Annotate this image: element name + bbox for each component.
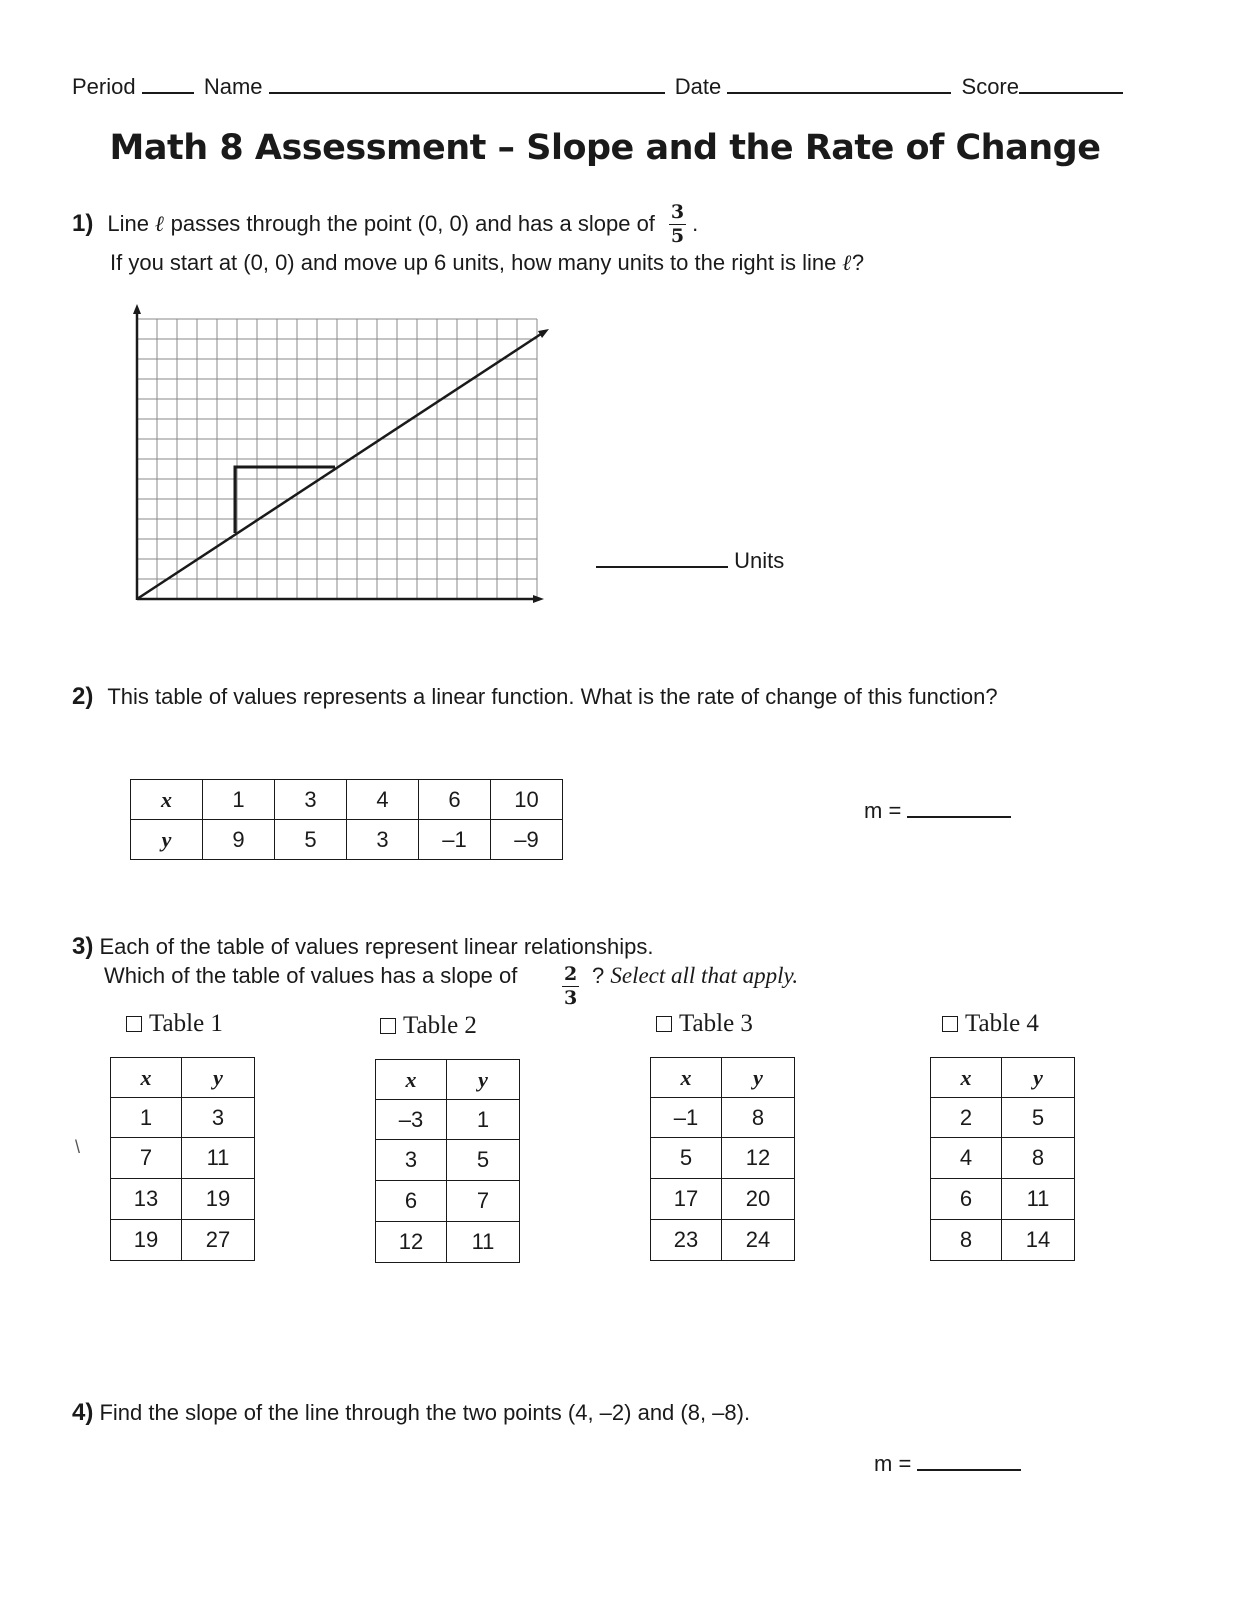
q4-number: 4): [72, 1399, 94, 1426]
table-1-label: Table 1: [149, 1010, 223, 1037]
table-2-header: [376, 1060, 520, 1100]
table-4-y-head: y: [1002, 1058, 1075, 1098]
score-label: Score: [961, 74, 1019, 99]
period-label: Period: [72, 74, 136, 99]
table-2-cell: –3: [376, 1100, 447, 1140]
line-l-arrowhead: [538, 329, 549, 338]
q3-text1: Each of the table of values represent linear relationships.: [99, 934, 654, 959]
q3-slope-denominator: 3: [564, 987, 578, 1009]
table-2: [375, 1059, 520, 1263]
stray-mark: \: [75, 1137, 81, 1157]
q2-text: This table of values represents a linear function. What is the rate of change of this function?: [107, 684, 998, 709]
table-1-option[interactable]: [126, 1010, 223, 1038]
q1-line2-symbol: ℓ: [842, 250, 852, 276]
q2-x-label: x: [131, 780, 203, 820]
q2-x-cell: 10: [491, 780, 563, 820]
table-1: [110, 1057, 255, 1261]
q1-line2-end: ?: [851, 250, 865, 275]
q2-y-cell: 3: [347, 820, 419, 860]
table-3-cell: 8: [722, 1098, 795, 1138]
score-field[interactable]: [1019, 72, 1123, 94]
q2-answer: [864, 796, 1011, 824]
q2-x-cell: 1: [203, 780, 275, 820]
q1-answer-field[interactable]: [596, 546, 728, 568]
q3-slope-numerator: 2: [564, 963, 578, 985]
q3-line1: [72, 934, 653, 960]
q2-y-cell: 9: [203, 820, 275, 860]
name-field[interactable]: [269, 72, 665, 94]
table-3-label: Table 3: [679, 1010, 753, 1037]
table-2-label: Table 2: [403, 1012, 477, 1039]
table-2-cell: 1: [447, 1100, 520, 1140]
table-4-cell: 8: [931, 1220, 1002, 1261]
table-4-cell: 8: [1002, 1138, 1075, 1179]
table-2-cell: 11: [447, 1222, 520, 1263]
table-row: [651, 1138, 795, 1179]
table-row: [111, 1179, 255, 1220]
table-row: [651, 1098, 795, 1138]
table-1-checkbox[interactable]: [126, 1016, 142, 1032]
q3-text2: Which of the table of values has a slope of: [104, 963, 518, 988]
table-1-cell: 27: [182, 1220, 255, 1261]
table-1-cell: 19: [182, 1179, 255, 1220]
q1-answer: [596, 546, 784, 574]
table-4-header: [931, 1058, 1075, 1098]
q1-slope-fraction: [669, 200, 686, 247]
table-3-cell: 12: [722, 1138, 795, 1179]
table-2-cell: 5: [447, 1140, 520, 1181]
q4-prompt: [72, 1400, 750, 1426]
table-row: [376, 1140, 520, 1181]
table-2-option[interactable]: [380, 1012, 477, 1040]
slope-triangle: [235, 467, 335, 533]
table-3-option[interactable]: [656, 1010, 753, 1038]
table-4-cell: 5: [1002, 1098, 1075, 1138]
q1-text-a: Line: [107, 211, 149, 236]
table-3-cell: –1: [651, 1098, 722, 1138]
table-row: [931, 1138, 1075, 1179]
table-1-cell: 11: [182, 1138, 255, 1179]
table-3-cell: 24: [722, 1220, 795, 1261]
period-field[interactable]: [142, 72, 194, 94]
table-2-checkbox[interactable]: [380, 1018, 396, 1034]
q2-x-cell: 6: [419, 780, 491, 820]
table-2-cell: 3: [376, 1140, 447, 1181]
q2-y-label: y: [131, 820, 203, 860]
q3-line2-end: [592, 963, 798, 989]
q2-y-cell: 5: [275, 820, 347, 860]
q2-y-row: [131, 820, 563, 860]
table-3-cell: 20: [722, 1179, 795, 1220]
table-3: [650, 1057, 795, 1261]
table-4-label: Table 4: [965, 1010, 1039, 1037]
q2-x-cell: 3: [275, 780, 347, 820]
q1-graph: [120, 300, 560, 610]
table-3-header: [651, 1058, 795, 1098]
table-1-cell: 3: [182, 1098, 255, 1138]
table-1-cell: 1: [111, 1098, 182, 1138]
table-4-x-head: x: [931, 1058, 1002, 1098]
table-row: [111, 1098, 255, 1138]
table-4-cell: 2: [931, 1098, 1002, 1138]
table-1-header: [111, 1058, 255, 1098]
table-row: [651, 1179, 795, 1220]
table-4-cell: 14: [1002, 1220, 1075, 1261]
q2-answer-label: m =: [864, 798, 902, 823]
q4-answer: [874, 1449, 1021, 1477]
date-label: Date: [674, 74, 722, 99]
q1-line2-text: If you start at (0, 0) and move up 6 units, how many units to the right is line: [110, 250, 837, 275]
q1-line2: [110, 250, 864, 276]
table-row: [376, 1181, 520, 1222]
q4-text: Find the slope of the line through the two points (4, –2) and (8, –8).: [99, 1400, 751, 1425]
q3-number: 3): [72, 933, 94, 960]
table-row: [111, 1138, 255, 1179]
date-field[interactable]: [727, 72, 951, 94]
table-row: [931, 1179, 1075, 1220]
table-1-cell: 19: [111, 1220, 182, 1261]
page-title: Math 8 Assessment – Slope and the Rate of Change: [109, 128, 1101, 168]
table-2-x-head: x: [376, 1060, 447, 1100]
table-1-x-head: x: [111, 1058, 182, 1098]
table-row: [651, 1220, 795, 1261]
q3-slope-fraction: [562, 965, 579, 1008]
table-4-checkbox[interactable]: [942, 1016, 958, 1032]
q2-table: [130, 779, 563, 860]
table-2-cell: 12: [376, 1222, 447, 1263]
y-axis-arrowhead: [133, 304, 141, 314]
graph-gridlines: [137, 319, 537, 599]
q1-slope-numerator: 3: [670, 200, 685, 223]
name-label: Name: [203, 74, 263, 99]
header-line: [72, 72, 1123, 100]
q2-prompt: [72, 684, 998, 710]
table-1-cell: 7: [111, 1138, 182, 1179]
table-3-x-head: x: [651, 1058, 722, 1098]
q2-answer-field[interactable]: [907, 796, 1011, 818]
table-2-y-head: y: [447, 1060, 520, 1100]
table-3-checkbox[interactable]: [656, 1016, 672, 1032]
q1-line1: [72, 196, 698, 252]
q1-line-symbol: ℓ: [155, 211, 165, 237]
table-2-cell: 7: [447, 1181, 520, 1222]
q3-instruction: Select all that apply.: [610, 963, 799, 988]
table-4-cell: 4: [931, 1138, 1002, 1179]
q1-answer-unit: Units: [734, 548, 785, 573]
table-3-y-head: y: [722, 1058, 795, 1098]
table-4-option[interactable]: [942, 1010, 1039, 1038]
q3-line2: [104, 963, 517, 989]
table-row: [931, 1098, 1075, 1138]
q4-answer-field[interactable]: [917, 1449, 1021, 1471]
q1-number: 1): [72, 210, 94, 237]
table-1-cell: 13: [111, 1179, 182, 1220]
q2-x-row: [131, 780, 563, 820]
q1-text-c: .: [692, 211, 699, 236]
table-1-y-head: y: [182, 1058, 255, 1098]
q1-slope-denominator: 5: [670, 224, 685, 247]
table-row: [931, 1220, 1075, 1261]
q2-y-cell: –1: [419, 820, 491, 860]
table-3-cell: 5: [651, 1138, 722, 1179]
table-3-cell: 23: [651, 1220, 722, 1261]
q2-number: 2): [72, 683, 94, 710]
q4-answer-label: m =: [874, 1451, 912, 1476]
table-4: [930, 1057, 1075, 1261]
table-2-cell: 6: [376, 1181, 447, 1222]
table-3-cell: 17: [651, 1179, 722, 1220]
q2-y-cell: –9: [491, 820, 563, 860]
table-4-cell: 6: [931, 1179, 1002, 1220]
table-row: [376, 1222, 520, 1263]
q3-text3: ?: [592, 963, 605, 988]
table-4-cell: 11: [1002, 1179, 1075, 1220]
table-row: [376, 1100, 520, 1140]
q2-x-cell: 4: [347, 780, 419, 820]
x-axis-arrowhead: [533, 595, 544, 603]
q1-text-b: passes through the point (0, 0) and has a slope of: [170, 211, 655, 236]
table-row: [111, 1220, 255, 1261]
